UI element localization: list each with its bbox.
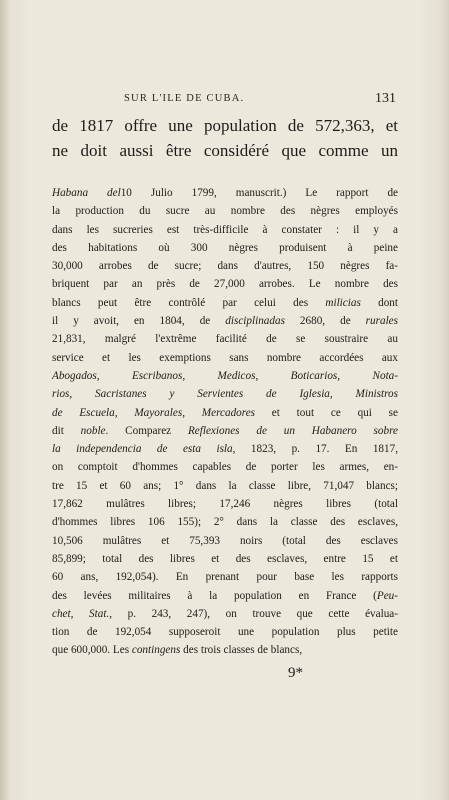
footnote-segment: 60 ans, 192,054). En prenant pour base les rapports (52, 571, 398, 584)
footnote-segment: que 600,000. Les (52, 644, 132, 657)
footnote-segment: des habitations où 300 nègres produisent à peine (52, 241, 398, 254)
footnote-italic-segment: rios, Sacristanes y Servientes de Iglesia, Ministros (52, 388, 398, 401)
footnote-line (52, 202, 398, 220)
footnote-segment: 21,831, malgré l'extrême facilité de se soustraire au (52, 333, 398, 346)
main-text-line: de 1817 offre une population de 572,363, et (52, 116, 398, 135)
footnote-line (52, 495, 398, 513)
footnote-line (52, 568, 398, 586)
footnote-line (52, 275, 398, 293)
footnote-segment: , p. 243, 247), on trouve que cette évalua- (109, 607, 398, 620)
footnote-line (52, 349, 398, 367)
footnote-segment: blancs peut être contrôlé par celui des (52, 296, 326, 309)
footnote-line (52, 294, 398, 312)
footnote-line (52, 641, 398, 659)
footnote-segment: 17,862 mulâtres libres; 17,246 nègres libres (total (52, 498, 398, 511)
footnote-segment: service et les exemptions sans nombre accordées aux (52, 351, 398, 364)
footnote-line (52, 257, 398, 275)
footnote-italic-segment: Reflexiones de un Habanero sobre (187, 424, 398, 437)
page-number: 131 (375, 91, 396, 106)
footnote-segment: tion de 192,054 supposeroit une population plus petite (52, 626, 398, 639)
footnote-line (52, 184, 398, 202)
footnote-line (52, 458, 398, 476)
footnote-line (52, 330, 398, 348)
main-text (52, 113, 398, 163)
footnote-segment: des levées militaires à la population en France ( (52, 589, 377, 602)
footnote-line (52, 623, 398, 641)
running-head: SUR L'ILE DE CUBA. (124, 93, 245, 104)
footnote-italic-segment: de Escuela, Mayorales, Mercadores (52, 406, 256, 419)
footnote-segment: dans les sucreries est très-difficile à constater : il y a (52, 223, 398, 236)
footnote-line (52, 239, 398, 257)
footnote-segment: dont (360, 296, 399, 309)
footnote-italic-segment: disciplinadas (225, 315, 285, 328)
footnote-line (52, 587, 398, 605)
footnote-italic-segment: rurales (365, 315, 398, 328)
footnote-line (52, 367, 398, 385)
footnote-line (52, 532, 398, 550)
footnote-line (52, 221, 398, 239)
page-header (52, 91, 396, 111)
footnote-line (52, 550, 398, 568)
footnote-segment: la production du sucre au nombre des nègres employés (52, 205, 398, 218)
footnote-segment: et tout ce qui se (255, 406, 398, 419)
footnote-italic-segment: la independencia de esta isla (52, 443, 233, 456)
footnote-segment: 10,506 mulâtres et 75,393 noirs (total des esclaves (52, 534, 398, 547)
footnote-segment: dit (52, 424, 81, 437)
footnote-segment: , 1823, p. 17. En 1817, (232, 443, 398, 456)
footnote-segment: des trois classes de blancs, (180, 644, 303, 657)
footnote-italic-segment: noble (80, 424, 106, 437)
footnote-italic-segment: milicias (325, 296, 361, 309)
footnote-italic-segment: chet, Stat. (52, 607, 110, 620)
footnote-segment: briquent par an près de 27,000 arrobes. Le nombre des (52, 278, 398, 291)
footnote-line (52, 422, 398, 440)
footnote (52, 184, 398, 660)
footnote-segment: 30,000 arrobes de sucre; dans d'autres, 150 nègres fa- (52, 260, 398, 273)
footnote-segment: 85,899; total des libres et des esclaves, entre 15 et (52, 552, 398, 565)
footnote-segment: d'hommes libres 106 155); 2° dans la classe des esclaves, (52, 516, 398, 529)
footnote-italic-segment: contingens (131, 644, 181, 657)
main-text-line: ne doit aussi être considéré que comme un (52, 141, 398, 160)
footnote-segment: 1799, manuscrit.) Le rapport de (172, 187, 399, 199)
footnote-segment: . Comparez (105, 424, 188, 437)
footnote-line (52, 312, 398, 330)
footnote-segment: on comptoit d'hommes capables de porter les armes, en- (52, 461, 398, 474)
signature-mark: 9* (288, 665, 303, 681)
footnote-italic-segment: Peu- (376, 589, 398, 602)
footnote-segment: il y avoit, en 1804, de (52, 315, 226, 328)
footnote-line (52, 605, 398, 623)
footnote-italic-segment: Habana del (52, 187, 121, 199)
footnote-line (52, 477, 398, 495)
footnote-segment: tre 15 et 60 ans; 1° dans la classe libre, 71,047 blancs; (52, 479, 398, 492)
footnote-line (52, 513, 398, 531)
footnote-segment: 10 Julio (120, 187, 173, 199)
footnote-line (52, 440, 398, 458)
footnote-italic-segment: Abogados, Escribanos, Medicos, Boticarios, Nota- (52, 369, 398, 382)
footnote-line (52, 404, 398, 422)
footnote-line (52, 385, 398, 403)
footnote-segment: 2680, de (284, 315, 366, 328)
